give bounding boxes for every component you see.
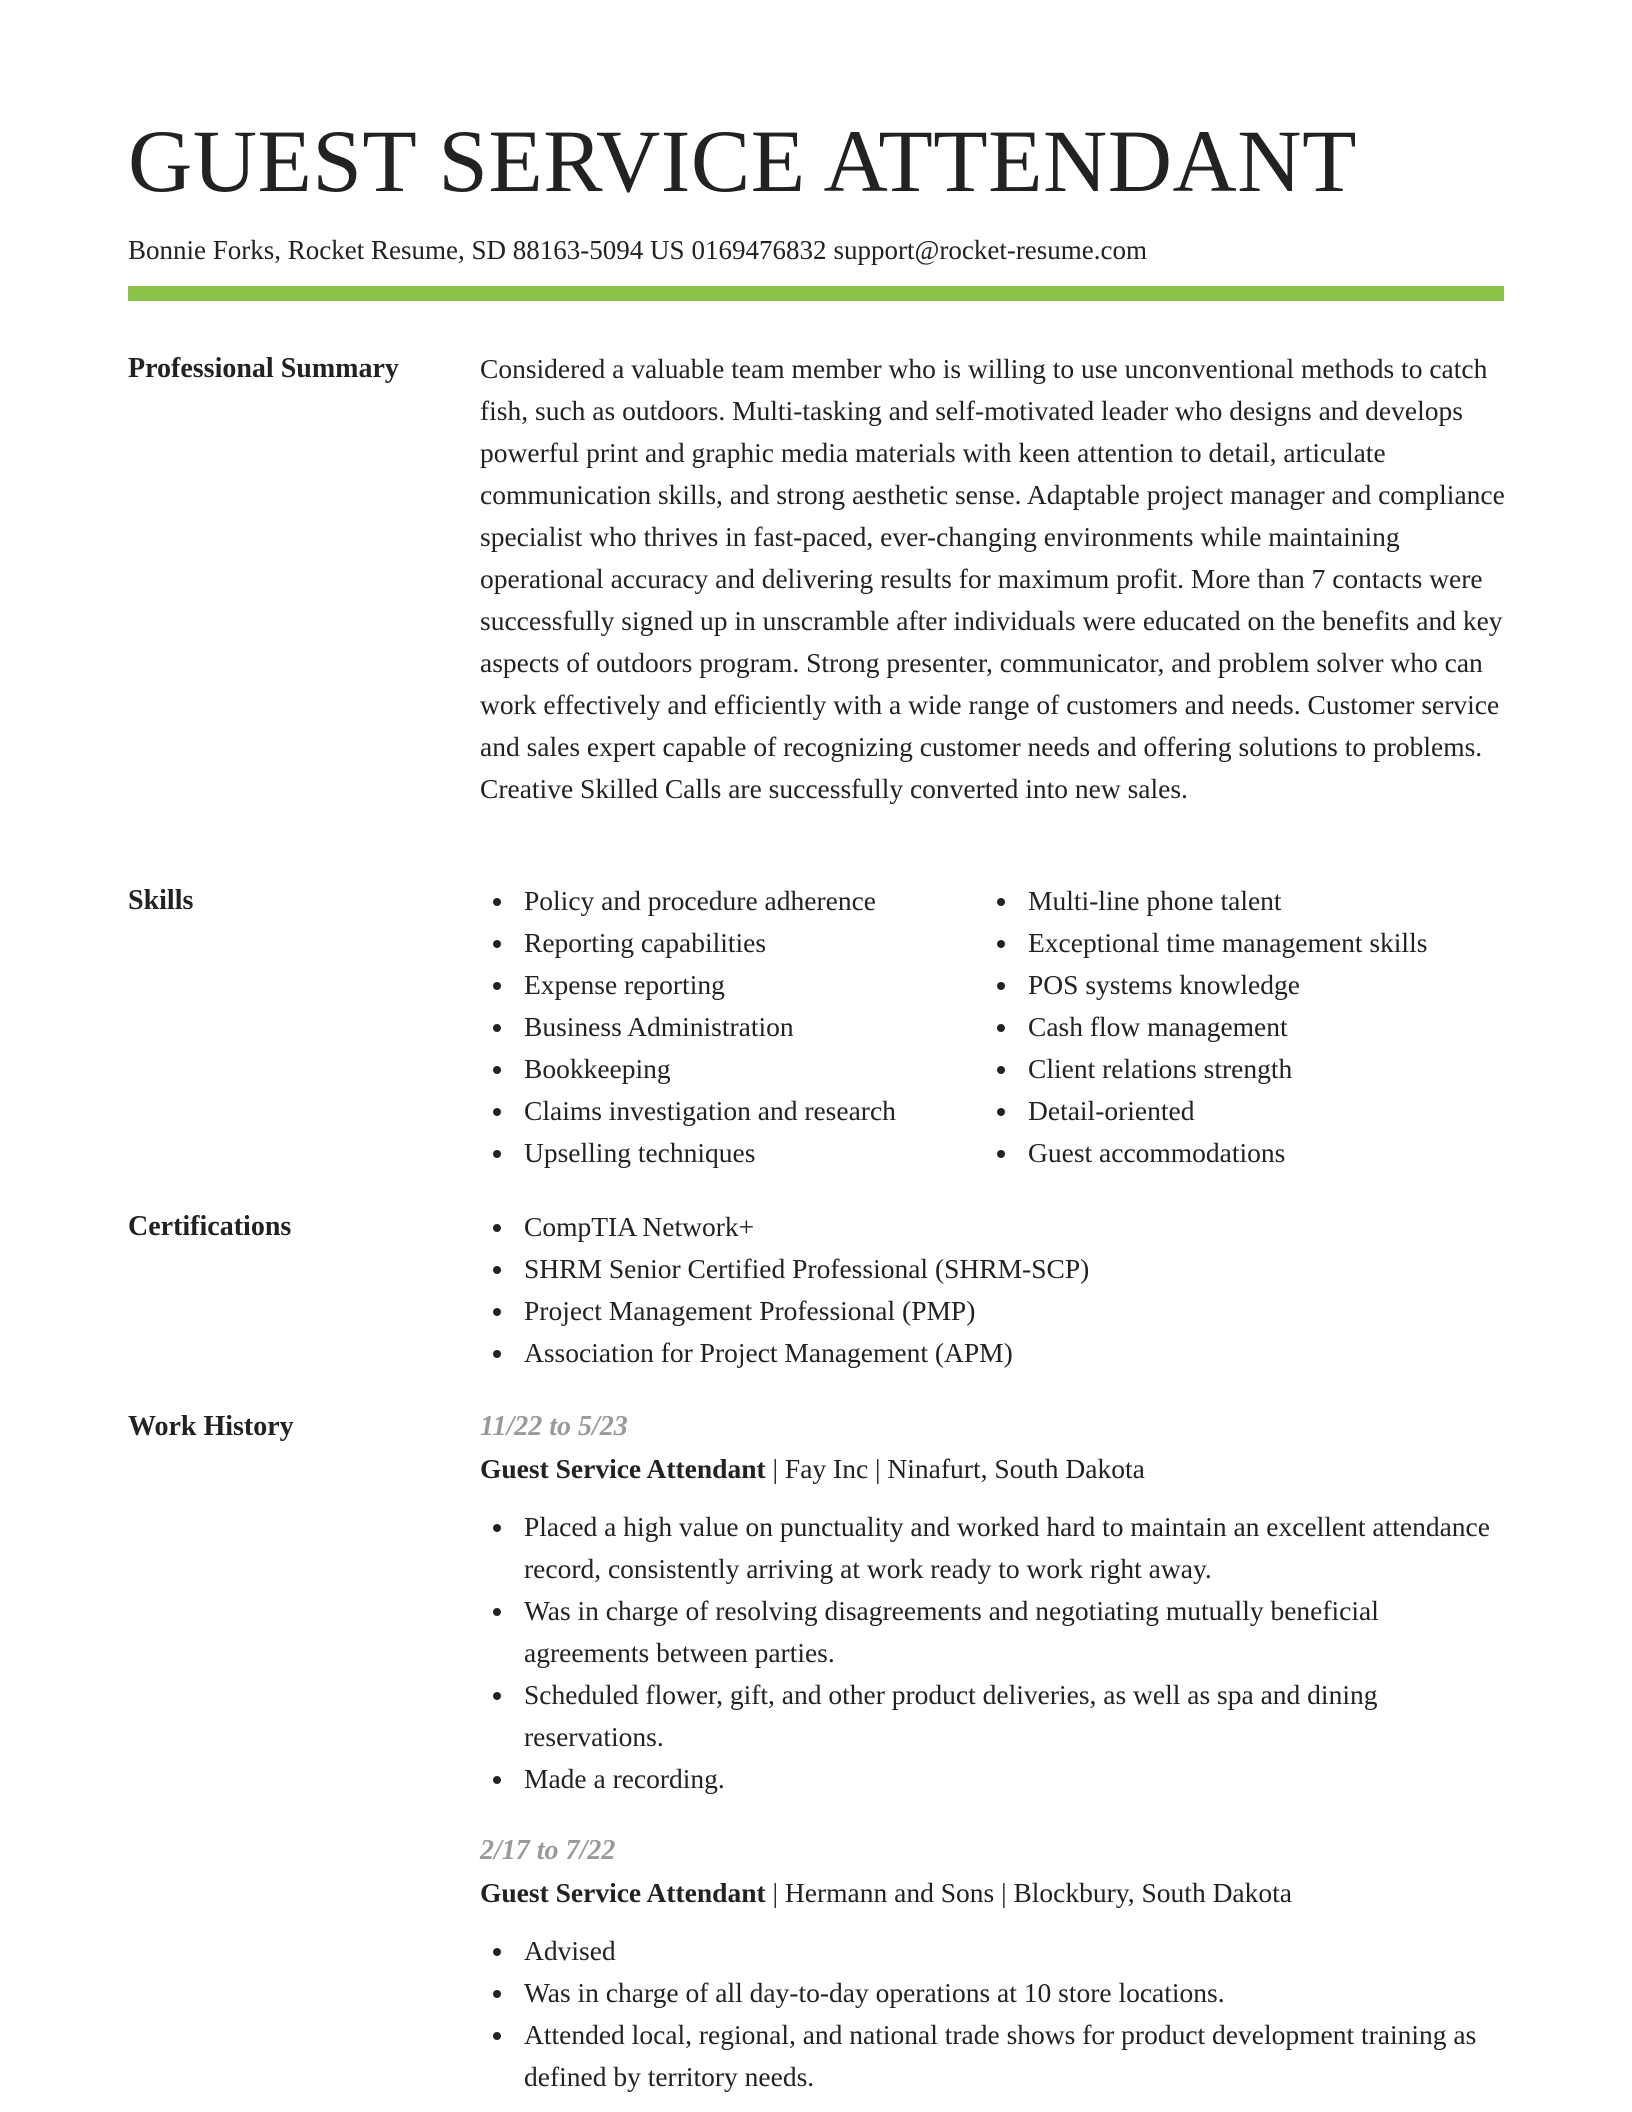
skill-item: Reporting capabilities: [480, 922, 970, 964]
job-heading: [480, 1448, 1510, 1490]
contact-address: Bonnie Forks, Rocket Resume, SD 88163-5094 US: [128, 235, 685, 265]
skill-item: Business Administration: [480, 1006, 970, 1048]
job-bullet: Placed a high value on punctuality and worked hard to maintain an excellent attendance record, consistently arriving at work ready to work right away.: [480, 1506, 1510, 1590]
skill-item: Policy and procedure adherence: [480, 880, 970, 922]
certification-item: SHRM Senior Certified Professional (SHRM-SCP): [480, 1248, 1510, 1290]
contact-phone: 0169476832: [691, 235, 827, 265]
job-bullet: Advised: [480, 1930, 1510, 1972]
resume-title: GUEST SERVICE ATTENDANT: [128, 113, 1357, 211]
certification-item: Association for Project Management (APM): [480, 1332, 1510, 1374]
skill-item: Expense reporting: [480, 964, 970, 1006]
job-details: | Hermann and Sons | Blockbury, South Dakota: [765, 1877, 1292, 1908]
job-title: Guest Service Attendant: [480, 1877, 766, 1908]
job-bullet: Was in charge of all day-to-day operations at 10 store locations.: [480, 1972, 1510, 2014]
skills-list-right: [984, 880, 1504, 1174]
skill-item: Cash flow management: [984, 1006, 1504, 1048]
skill-item: Multi-line phone talent: [984, 880, 1504, 922]
skills-list-left: [480, 880, 970, 1174]
section-heading: Work History: [128, 1411, 294, 1442]
skill-item: Exceptional time management skills: [984, 922, 1504, 964]
job-bullet: Was in charge of resolving disagreements and negotiating mutually beneficial agreements between parties.: [480, 1590, 1510, 1674]
certifications-list: [480, 1206, 1510, 1374]
skill-item: Detail-oriented: [984, 1090, 1504, 1132]
certification-item: CompTIA Network+: [480, 1206, 1510, 1248]
skill-item: Upselling techniques: [480, 1132, 970, 1174]
job-details: | Fay Inc | Ninafurt, South Dakota: [765, 1453, 1145, 1484]
job-title: Guest Service Attendant: [480, 1453, 766, 1484]
job-bullet: Scheduled flower, gift, and other product deliveries, as well as spa and dining reservations.: [480, 1674, 1510, 1758]
skill-item: Bookkeeping: [480, 1048, 970, 1090]
job-bullets: [480, 1506, 1510, 1800]
header-divider: [128, 286, 1504, 301]
skill-item: Client relations strength: [984, 1048, 1504, 1090]
section-heading: Skills: [128, 885, 194, 916]
section-heading: Professional Summary: [128, 353, 399, 384]
skill-item: Guest accommodations: [984, 1132, 1504, 1174]
contact-line: [128, 232, 1147, 268]
skill-item: POS systems knowledge: [984, 964, 1504, 1006]
contact-email: support@rocket-resume.com: [833, 235, 1148, 265]
job-bullet: Made a recording.: [480, 1758, 1510, 1800]
job-dates: 2/17 to 7/22: [480, 1835, 616, 1866]
job-entry: [480, 1830, 1510, 2098]
section-heading: Certifications: [128, 1211, 292, 1242]
certification-item: Project Management Professional (PMP): [480, 1290, 1510, 1332]
job-bullets: [480, 1930, 1510, 2098]
skill-item: Claims investigation and research: [480, 1090, 970, 1132]
job-bullet: Attended local, regional, and national trade shows for product development training as defined by territory needs.: [480, 2014, 1510, 2098]
summary-text: Considered a valuable team member who is willing to use unconventional methods to catch fish, such as outdoors. Multi-tasking and self-motivated leader who designs and develops powerful print and graphic media materials with keen attention to detail, articulate communication skills, and strong aesthetic sense. Adaptable project manager and compliance specialist who thrives in fast-paced, ever-changing environments while maintaining operational accuracy and delivering results for maximum profit. More than 7 contacts were successfully signed up in unscramble after individuals were educated on the benefits and key aspects of outdoors program. Strong presenter, communicator, and problem solver who can work effectively and efficiently with a wide range of customers and needs. Customer service and sales expert capable of recognizing customer needs and offering solutions to problems. Creative Skilled Calls are successfully converted into new sales.: [480, 353, 1505, 804]
job-entry: [480, 1406, 1510, 1800]
job-heading: [480, 1872, 1510, 1914]
job-dates: 11/22 to 5/23: [480, 1411, 628, 1442]
